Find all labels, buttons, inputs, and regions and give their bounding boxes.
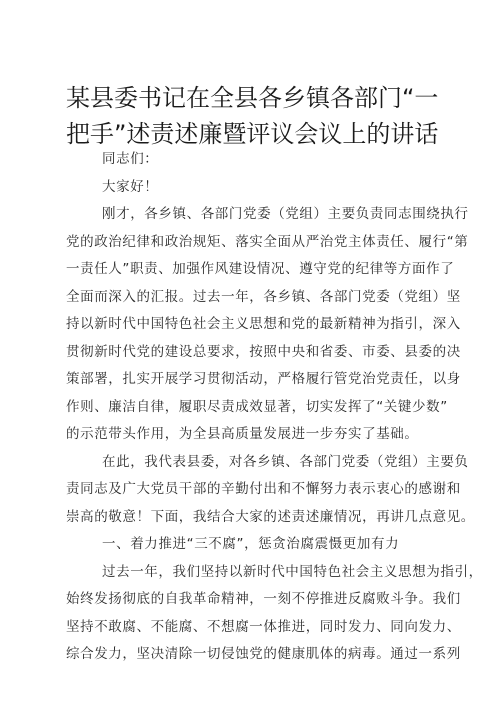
paragraph-line: 持以新时代中国特色社会主义思想和党的最新精神为指引，深入	[66, 316, 461, 332]
document-title-line-2: 把手”述责述廉暨评议会议上的讲话	[66, 120, 439, 148]
paragraph-line: 党的政治纪律和政治规矩、落实全面从严治党主体责任、履行“第	[66, 234, 469, 250]
document-title-line-1: 某县委书记在全县各乡镇各部门“一	[66, 84, 439, 112]
paragraph-line: 策部署，扎实开展学习贯彻活动，严格履行管党治党责任，以身	[66, 371, 461, 387]
greeting-line: 同志们：	[102, 151, 159, 167]
paragraph-line: 责同志及广大党员干部的辛勤付出和不懈努力表示衷心的感谢和	[66, 481, 461, 497]
paragraph-line: 综合发力，坚决清除一切侵蚀党的健康肌体的病毒。通过一系列	[66, 646, 461, 662]
paragraph-line: 坚持不敢腐、不能腐、不想腐一体推进，同时发力、同向发力、	[66, 619, 461, 635]
paragraph-line: 始终发扬彻底的自我革命精神，一刻不停推进反腐败斗争。我们	[66, 591, 461, 607]
paragraph-line: 刚才，各乡镇、各部门党委（党组）主要负责同志围绕执行	[102, 206, 469, 222]
paragraph-line: 一责任人”职责、加强作风建设情况、遵守党的纪律等方面作了	[66, 261, 455, 277]
paragraph-line: 全面而深入的汇报。过去一年，各乡镇、各部门党委（党组）坚	[66, 289, 461, 305]
paragraph-line: 贯彻新时代党的建设总要求，按照中央和省委、市委、县委的决	[66, 344, 461, 360]
paragraph-line: 作则、廉洁自律，履职尽责成效显著，切实发挥了“关键少数”	[66, 399, 448, 415]
paragraph-line: 的示范带头作用，为全县高质量发展进一步夯实了基础。	[66, 426, 419, 442]
section-heading: 一、着力推进“三不腐”，惩贪治腐震慑更加有力	[102, 536, 400, 552]
greeting-line: 大家好！	[102, 179, 159, 195]
paragraph-line: 过去一年，我们坚持以新时代中国特色社会主义思想为指引，	[102, 564, 483, 580]
paragraph-line: 在此，我代表县委，对各乡镇、各部门党委（党组）主要负	[102, 454, 469, 470]
paragraph-line: 崇高的敬意！下面，我结合大家的述责述廉情况，再讲几点意见。	[66, 509, 475, 525]
